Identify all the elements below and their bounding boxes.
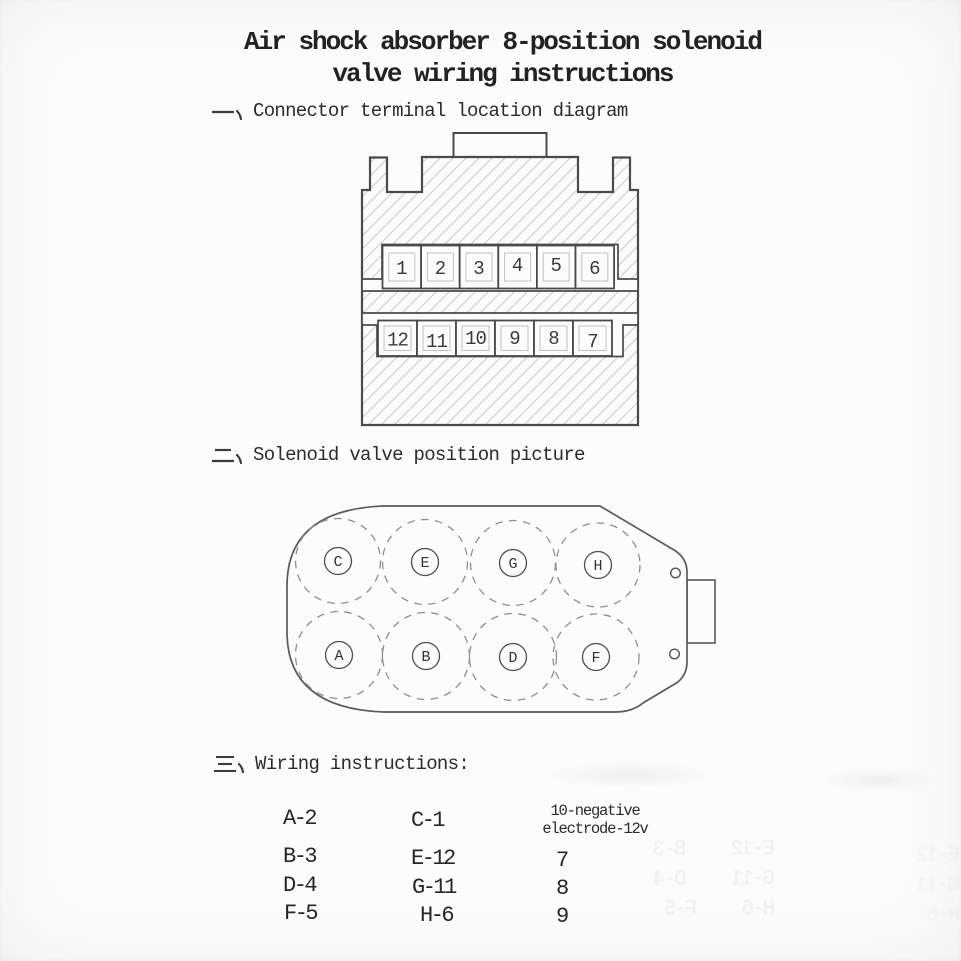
terminal-square-2 — [421, 246, 460, 289]
wiring-terminal-7: 7 — [556, 848, 567, 873]
wiring-negative-note — [520, 802, 670, 838]
cjk-marker-three-icon — [211, 752, 247, 776]
terminal-label: 6 — [589, 258, 601, 280]
terminal-label: 9 — [509, 328, 520, 350]
bleedthrough-text: E-12B-3 G-11D-4 H-6F-5 — [654, 837, 776, 922]
wiring-negative-note-line2: electrode-12v — [542, 820, 648, 838]
terminal-label: 11 — [426, 331, 447, 353]
valve-position-diagram — [268, 493, 732, 728]
valve-side-tab — [687, 580, 715, 643]
bleedthrough-smudge — [545, 762, 715, 788]
valve-port-label: C — [333, 554, 343, 571]
valve-port-label: F — [591, 650, 601, 667]
wiring-negative-note-line1: 10-negative — [550, 802, 640, 820]
valve-port-label: G — [508, 556, 518, 573]
page-title-line1: Air shock absorber 8-position solenoid — [244, 27, 761, 57]
valve-port-label: D — [508, 650, 518, 667]
wiring-pair-A2: A-2 — [283, 806, 316, 831]
valve-port-label: H — [593, 558, 603, 575]
wiring-pair-D4: D-4 — [283, 873, 316, 898]
section-heading-wiring — [211, 751, 469, 777]
terminal-square-8 — [534, 321, 573, 357]
terminal-square-10 — [456, 321, 495, 357]
terminal-label: 1 — [396, 258, 408, 280]
terminal-label: 3 — [473, 258, 485, 280]
terminal-square-4 — [498, 246, 537, 289]
wiring-pair-H6: H-6 — [420, 903, 453, 928]
terminal-row-upper — [383, 246, 615, 289]
valve-port-label: B — [421, 649, 431, 666]
terminal-label: 10 — [465, 328, 486, 350]
page-title — [44, 26, 961, 90]
wiring-terminal-8: 8 — [556, 876, 567, 901]
terminal-label: 4 — [511, 255, 524, 277]
wiring-pair-C1: C-1 — [411, 808, 444, 833]
wiring-pair-B3: B-3 — [283, 844, 316, 869]
valve-port-label: E — [420, 555, 430, 572]
terminal-row-lower — [378, 321, 612, 357]
connector-top-tab — [454, 133, 547, 157]
bleedthrough-smudge — [820, 768, 940, 792]
valve-port-label: A — [334, 648, 344, 665]
section-heading-wiring-label: Wiring instructions: — [255, 753, 470, 775]
terminal-square-9 — [495, 321, 534, 357]
terminal-label: 12 — [387, 329, 408, 352]
section-heading-valve — [209, 442, 585, 468]
terminal-square-7 — [573, 321, 612, 357]
wiring-pair-E12: E-12 — [411, 846, 454, 871]
wiring-terminal-9: 9 — [556, 904, 567, 929]
page-title-line2: valve wiring instructions — [332, 59, 673, 89]
cjk-marker-two-icon — [209, 443, 245, 467]
section-heading-connector — [209, 98, 628, 124]
wiring-pair-G11: G-11 — [412, 875, 455, 900]
terminal-square-6 — [576, 246, 615, 289]
terminal-square-1 — [383, 246, 422, 289]
terminal-square-11 — [417, 321, 456, 357]
connector-terminal-diagram — [340, 125, 660, 430]
section-heading-valve-label: Solenoid valve position picture — [253, 444, 585, 466]
cjk-marker-one-icon — [209, 99, 245, 123]
terminal-label: 8 — [548, 328, 559, 350]
terminal-label: 5 — [550, 255, 562, 277]
terminal-square-3 — [460, 246, 499, 289]
valve-outline — [287, 506, 687, 712]
terminal-label: 2 — [434, 258, 447, 280]
terminal-label: 7 — [587, 331, 598, 353]
wiring-pair-F5: F-5 — [284, 901, 317, 926]
section-heading-connector-label: Connector terminal location diagram — [253, 100, 628, 122]
terminal-square-5 — [537, 246, 576, 289]
bleedthrough-text-right — [790, 841, 961, 932]
terminal-square-12 — [378, 321, 417, 357]
